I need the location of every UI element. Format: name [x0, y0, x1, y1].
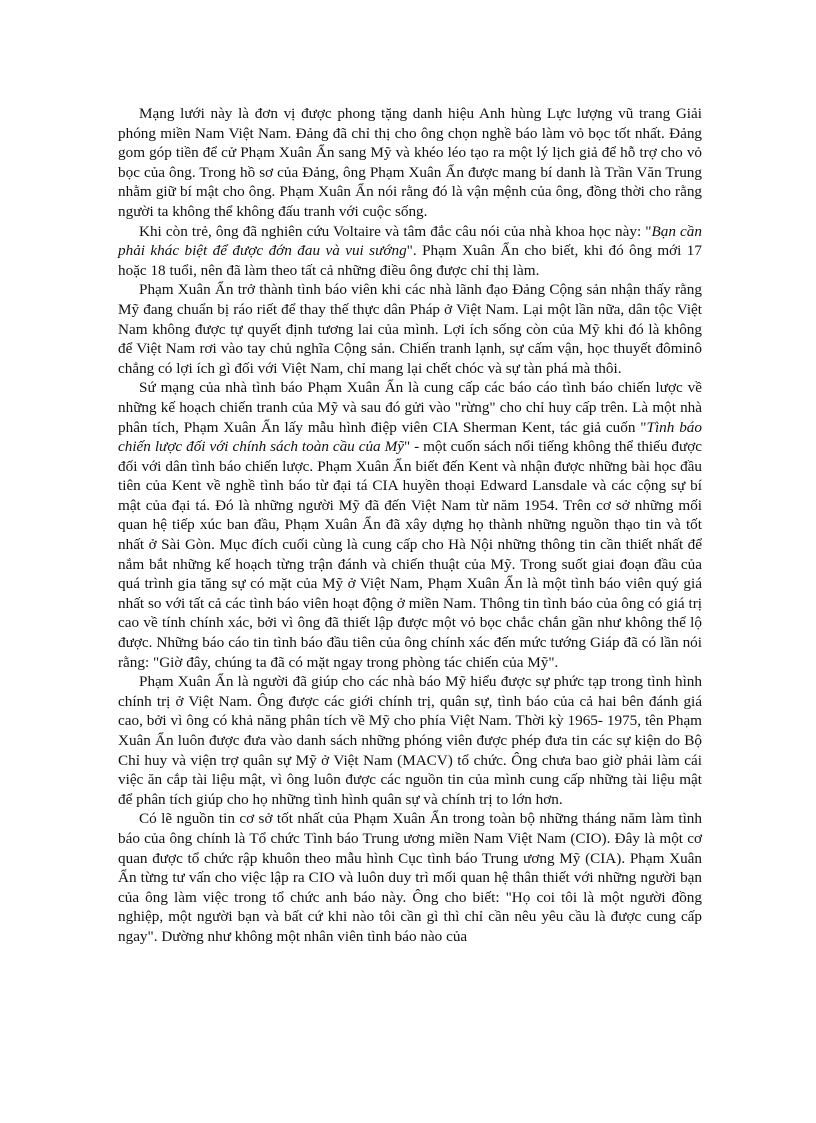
- text-line: để hỗ trợ cho vỏ bọc của ông. Trong hồ sơ của Đảng, ông Phạm Xuân Ẩn được mang bí: [118, 144, 703, 181]
- text-line: không thể thiếu được đối với dân tình báo chiến lược. Phạm Xuân Ẩn biết đến Kent và: [118, 438, 702, 475]
- text-line: danh là Trần Văn Trung nhằm giữ bí mật cho ông. Phạm Xuân Ẩn nói rằng đó là vận: [118, 163, 702, 201]
- text-line: Có lẽ nguồn tin cơ sở tốt nhất của Phạm Xuân Ẩn trong toàn bộ những tháng năm làm: [139, 810, 674, 828]
- text-line: đánh giá cao, bởi vì ông có khả năng phân tích về Mỹ cho phía Việt Nam. Thời kỳ 1965-: [118, 692, 703, 730]
- text-line: xây dựng họ thành những nguồn thạo tin và tốt nhất ở Sài Gòn. Mục đích cuối cùng là: [118, 516, 702, 554]
- voltaire-quote: Bạn cần phải khác biệt để được đớn đau và vui sướng: [118, 222, 702, 260]
- text-line: hình chính trị ở Việt Nam. Ông được các giới chính trị, quân sự, tình báo của cả hai bên: [118, 673, 702, 710]
- text-line: Khi còn trẻ, ông đã nghiên cứu Voltaire và tâm đắc câu nói của nhà khoa học này:: [139, 222, 642, 240]
- text-line: ông mới 17 hoặc 18 tuổi, nên đã làm theo tất cả những điều ông được chỉ thị làm.: [118, 242, 702, 279]
- text-line: rằng Mỹ đang chuẩn bị ráo riết để thay thế thực dân Pháp ở Việt Nam. Lại một lần nữa,: [118, 281, 702, 318]
- text-line: Những báo cáo tin tình báo đầu tiên của ông chính xác đến mức tướng Giáp đã có lần nói: [156, 634, 703, 652]
- text-line: 1975, tên Phạm Xuân Ẩn luôn được đưa vào danh sách những phóng viên được phép đưa: [118, 712, 702, 749]
- text-line: tình báo viên hoạt động ở miền Nam. Thông tin tình báo của ông có giá trị cao về tính: [118, 594, 702, 632]
- text-line: nhận được những bài học đầu tiên của Kent về nghề tình báo từ đại tá CIA huyền thoại: [118, 457, 703, 495]
- book-suffix: " - một cuốn sách nổi tiếng: [403, 438, 569, 456]
- text-line: Phạm Xuân Ẩn là người đã giúp cho các nhà báo Mỹ hiểu được sự phức tạp trong tình: [139, 673, 671, 691]
- text-line: chính xác, bởi vì ông đã thiết lập được một vỏ bọc chắc chắn gần như không thể lộ được.: [118, 614, 702, 652]
- text-line: thiết với những người bạn của ông làm việc trong tổ chức anh báo này. Ông cho biết: "Họ: [118, 869, 703, 906]
- book-title: Tình báo chiến lược đối với chính sách toàn cầu của Mỹ: [118, 418, 702, 456]
- text-line: nhất. Đảng gom góp tiền để cử Phạm Xuân Ẩn sang Mỹ và khéo léo tạo ra một lý lịch giả: [118, 124, 703, 162]
- paragraph-2: [118, 222, 702, 281]
- text-line: sự tàn phá mà thôi.: [505, 359, 622, 377]
- text-line: ". Phạm Xuân Ẩn cho biết, khi đó: [406, 242, 624, 260]
- text-line: Nam từ năm 1954. Trên cơ sở những mối quan hệ tiếp xúc ban đầu, Phạm Xuân Ẩn đã: [118, 496, 703, 534]
- text-line: khi đó là không để Việt Nam rơi vào tay chủ nghĩa Cộng sản. Chiến tranh lạnh, sự cấm: [118, 320, 702, 358]
- text-line: mình cung cấp những tài liệu mật để phân tích giúp cho họ những tình hình quân sự và: [118, 771, 702, 808]
- text-line: dân tộc Việt Nam không được tự quyết định tương lai của mình. Lợi ích sống còn của Mỹ: [118, 300, 703, 338]
- text-line: cung cấp cho Hà Nội những thông tin cần thiết nhất để nắm bắt những kế hoạch từng trận: [118, 536, 703, 573]
- text-line: coi tôi là một người đồng nghiệp, một người bạn và bất cứ khi nào tôi cần gì thì chỉ cần: [118, 888, 702, 926]
- paragraph-1: [118, 104, 702, 222]
- quote-open: ": [645, 222, 652, 240]
- text-line: một nhà phân tích, Phạm Xuân Ẩn lấy mẫu hình điệp viên CIA Sherman Kent, tác giả: [118, 398, 703, 436]
- text-line: chính trị to lớn hơn.: [441, 790, 563, 808]
- text-line: đánh và chiến thuật của Mỹ. Trong suốt giai đoạn đầu của quá trình gia tăng sự có mặt: [118, 555, 702, 593]
- text-line: chưa bao giờ phải làm cái việc ăn cắp tài liệu mật, vì ông luôn được các nguồn tin của: [118, 751, 702, 789]
- paragraph-6: [118, 809, 702, 946]
- text-line: Mạng lưới này là đơn vị được phong tặng danh hiệu Anh hùng Lực lượng vũ trang: [139, 105, 671, 122]
- text-line: nêu yêu cầu là được cung cấp ngay". Dường như không một nhân viên tình báo nào của: [118, 908, 703, 945]
- paragraph-4: [118, 378, 702, 672]
- text-line: của Mỹ ở Việt Nam, Phạm Xuân Ẩn là một tình báo viên quý giá nhất so với tất cả các: [118, 575, 702, 612]
- paragraph-5: [118, 672, 702, 809]
- text-line: tin các sự kiện do Bộ Chỉ huy và viện trợ quân sự Mỹ ở Việt Nam (MACV) tổ chức. Ông: [118, 732, 703, 769]
- text-line: (CIA). Phạm Xuân Ẩn từng tư vấn cho việc lập ra CIO và luôn duy trì mối quan hệ thân: [118, 849, 702, 887]
- text-line: Giải phóng miền Nam Việt Nam. Đảng đã chỉ thị cho ông chọn nghề báo làm vỏ bọc tốt: [118, 105, 702, 142]
- text-line: vận, học thuyết đôminô chẳng có lợi ích gì đối với Việt Nam, chỉ mang lại chết chóc và: [118, 340, 702, 377]
- text-line: rằng: "Giờ đây, chúng ta đã có mặt ngay trong phòng tác chiến của Mỹ".: [118, 653, 559, 671]
- text-line: là một cơ quan được tổ chức rập khuôn theo mẫu hình Cục tình báo Trung ương Mỹ: [118, 829, 703, 867]
- document-page: [118, 104, 702, 947]
- text-line: Edward Lansdale và các cộng sự bí mật của đại tá. Đó là những người Mỹ đã đến Việt: [118, 477, 702, 514]
- text-line: Sứ mạng của nhà tình báo Phạm Xuân Ẩn là cung cấp các báo cáo tình báo chiến lược: [139, 379, 683, 397]
- text-line: về những kế hoạch chiến tranh của Mỹ và sau đó gửi vào "rừng" cho chỉ huy cấp trên. Là: [118, 379, 703, 416]
- paragraph-3: [118, 280, 702, 378]
- text-line: tình báo của ông chính là Tổ chức Tình báo Trung ương miền Nam Việt Nam (CIO). Đây: [118, 810, 702, 847]
- text-line: mệnh của ông, đồng thời cho rằng người ta không thể không đấu tranh với cuộc sống.: [118, 183, 703, 220]
- text-line: Phạm Xuân Ẩn trở thành tình báo viên khi các nhà lãnh đạo Đảng Cộng sản nhận thấy: [139, 281, 671, 299]
- book-prefix: cuốn ": [605, 418, 647, 436]
